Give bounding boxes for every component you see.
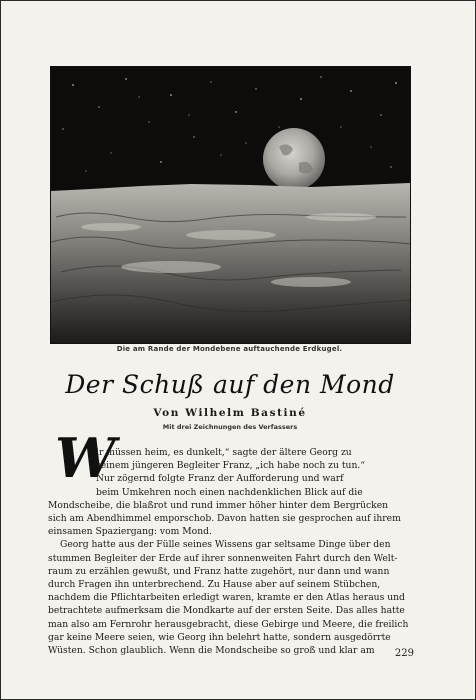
article-title: Der Schuß auf den Mond: [65, 370, 395, 399]
text-line: nachdem die Pflichtarbeiten erledigt waren, kramte er den Atlas heraus und: [48, 592, 405, 604]
text-line: raum zu erzählen gewußt, und Franz hatte zugehört, nur dann und wann: [48, 565, 390, 577]
text-line: sich am Abendhimmel emporschob. Davon hatten sie gesprochen auf ihrem: [48, 513, 401, 525]
text-line: Nur zögernd folgte Franz der Aufforderung und warf: [96, 473, 344, 485]
page-number: 229: [394, 648, 414, 659]
text-line: Wüsten. Schon glaublich. Wenn die Mondscheibe so groß und klar am: [48, 645, 375, 657]
moon-illustration: [50, 66, 411, 344]
text-line: Georg hatte aus der Fülle seines Wissens gar seltsame Dinge über den: [60, 539, 391, 551]
text-line: einsamen Spaziergang: vom Mond.: [48, 526, 212, 538]
drop-cap: W: [55, 426, 116, 490]
text-line: seinem jüngeren Begleiter Franz, „ich habe noch zu tun.“: [96, 460, 365, 472]
text-line: stummen Begleiter der Erde auf ihrer sonnenweiten Fahrt durch den Welt-: [48, 552, 398, 564]
text-line: beim Umkehren noch einen nachdenklichen Blick auf die: [96, 486, 363, 498]
text-line: gar keine Meere seien, wie Georg ihn belehrt hatte, sondern ausgedörrte: [48, 631, 391, 643]
article-body: [48, 446, 414, 657]
text-line: durch Fragen ihn unterbrechend. Zu Hause aber auf seinem Stübchen,: [48, 579, 381, 591]
text-line: Mondscheibe, die blaßrot und rund immer höher hinter dem Bergrücken: [48, 499, 389, 511]
drawings-note: Mit drei Zeichnungen des Verfassers: [162, 423, 298, 431]
text-line: betrachtete aufmerksam die Mondkarte auf der ersten Seite. Das alles hatte: [48, 605, 405, 617]
article-author: Von Wilhelm Bastiné: [153, 407, 307, 419]
text-line: ir müssen heim, es dunkelt,“ sagte der ältere Georg zu: [96, 447, 352, 458]
text-line: man also am Fernrohr herausgebracht, diese Gebirge und Meere, die freilich: [48, 618, 409, 630]
illustration-caption: Die am Rande der Mondebene auftauchende Erdkugel.: [116, 345, 343, 353]
